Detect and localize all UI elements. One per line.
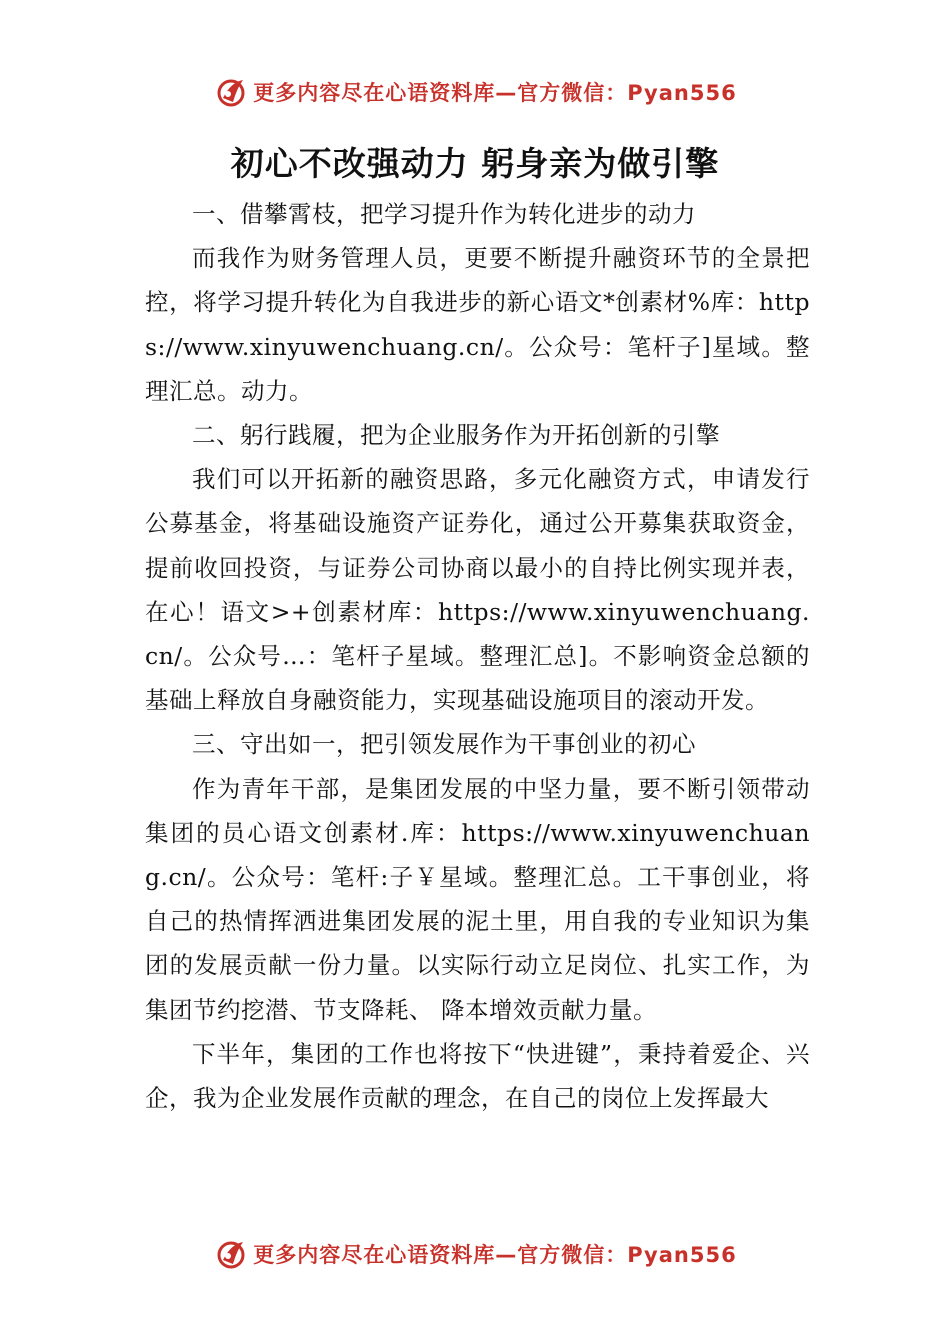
page-title: 初心不改强动力 躬身亲为做引擎	[230, 144, 720, 183]
banner-text: 更多内容尽在心语资料库—官方微信：Pyan556	[253, 1243, 737, 1267]
paragraph-4: 下半年，集团的工作也将按下“快进键”，秉持着爱企、兴企，我为企业发展作贡献的理念，在自己的岗位上发挥最大	[145, 1039, 810, 1113]
section-heading-2: 二、躬行践履，把为企业服务作为开拓创新的引擎	[192, 421, 720, 450]
paragraph-2: 我们可以开拓新的融资思路，多元化融资方式，申请发行公募基金，将基础设施资产证券化，通过公开募集获取资金，提前收回投资，与证券公司协商以最小的自持比例实现并表，在心！语文>+创素材库：https://www.xinyuwenchuang.cn/。公众号…：笔杆子星域。整理汇总]。不影响资金总额的基础上释放自身融资能力，实现基础设施项目的滚动开发。	[145, 465, 810, 715]
document-body	[145, 192, 810, 1120]
banner-text: 更多内容尽在心语资料库—官方微信：Pyan556	[253, 81, 737, 105]
footer-banner	[0, 1232, 950, 1276]
header-banner	[0, 70, 950, 114]
paragraph-3: 作为青年干部，是集团发展的中坚力量，要不断引领带动集团的员心语文创素材.库：https://www.xinyuwenchuang.cn/。公众号：笔杆:子￥星域。整理汇总。工干事创业，将自己的热情挥洒进集团发展的泥土里，用自我的专业知识为集团的发展贡献一份力量。以实际行动立足岗位、扎实工作，为集团节约挖潜、节支降耗、 降本增效贡献力量。	[145, 774, 810, 1024]
paragraph-1: 而我作为财务管理人员，更要不断提升融资环节的全景把控，将学习提升转化为自我进步的新心语文*创素材%库：https://www.xinyuwenchuang.cn/。公众号：笔杆子]星域。整理汇总。动力。	[145, 244, 810, 405]
section-heading-3: 三、守出如一，把引领发展作为干事创业的初心	[192, 730, 696, 759]
wechat-id: Pyan556	[627, 1243, 737, 1267]
logo-icon	[213, 74, 249, 110]
wechat-id: Pyan556	[627, 81, 737, 105]
section-heading-1: 一、借攀霄枝，把学习提升作为转化进步的动力	[192, 200, 696, 228]
logo-icon	[213, 1236, 249, 1272]
